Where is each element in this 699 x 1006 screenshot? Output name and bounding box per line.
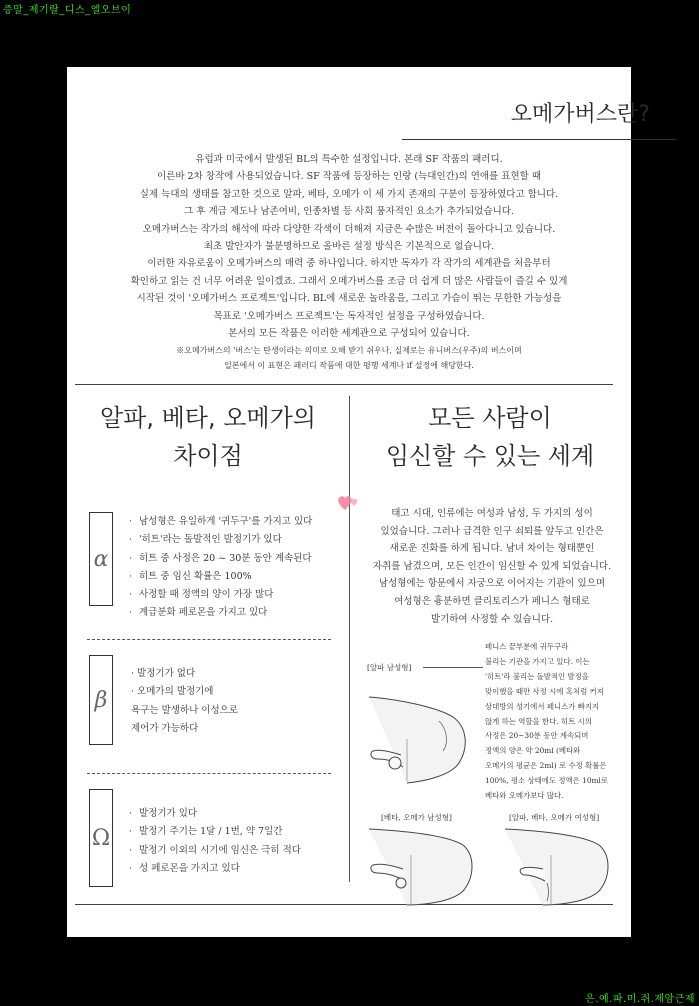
left-section-heading xyxy=(67,399,349,475)
watermark-top-left: 증말_제기랄_디스_엘오브이 xyxy=(3,5,132,16)
intro-line: 이러한 자유로움이 오메가버스의 매력 중 하나입니다. 하지만 독자가 각 작가의 세계관을 처음부터 xyxy=(147,258,551,270)
caption-leader-line xyxy=(423,667,483,668)
anatomy-description xyxy=(485,640,631,804)
intro-line: 목표로 '오메가버스 프로젝트'는 독자적인 설정을 구성하였습니다. xyxy=(213,310,485,322)
list-item: · 사정할 때 정액의 양이 가장 많다 xyxy=(129,586,344,604)
anatomy-line: 오메가의 평균은 2ml) 로 수정 확률은 xyxy=(485,761,607,771)
bullet: · xyxy=(129,862,133,874)
anatomy-line: 베타와 오메가보다 많다. xyxy=(485,791,564,801)
page-title: 오메가버스란? xyxy=(510,102,650,127)
bullet: · xyxy=(129,552,133,564)
intro-line: 이른바 2차 창작에 사용되었습니다. SF 작품에 등장하는 인랑 (늑대인간)의 연애를 표현할 때 xyxy=(157,171,541,183)
female-illustration xyxy=(503,825,615,907)
bullet: · xyxy=(129,589,133,601)
right-line: 여성형은 흉분하면 클리토리스가 페니스 형태로 xyxy=(394,595,590,607)
beta-trait-list xyxy=(131,665,346,738)
footnote xyxy=(87,343,611,373)
watermark-bottom-right: 은.예.파.미.쥐.제암근제 xyxy=(585,994,695,1005)
intro-line: 그 후 계급 제도나 남존여비, 인종차별 등 사회 풍자적인 요소가 추가되었습니다. xyxy=(184,206,514,218)
intro-line: 유럽과 미국에서 발생된 BL의 특수한 설정입니다. 본래 SF 작품의 패러디. xyxy=(195,154,503,165)
omega-symbol-box xyxy=(89,789,113,887)
divider-top xyxy=(75,384,613,385)
anatomy-line: 맞이했을 때만 사정 시에 혹처럼 커져 xyxy=(485,686,604,696)
intro-line: 본서의 모든 작품은 이러한 세계관으로 구성되어 있습니다. xyxy=(228,328,470,340)
anatomy-line: 사정은 20~30분 동안 계속되며 xyxy=(485,731,589,741)
list-item: · 계급분화 페로몬을 가지고 있다 xyxy=(129,604,344,622)
omega-trait-list xyxy=(129,805,344,878)
beta-symbol-box xyxy=(89,655,113,745)
right-line: 태고 시대, 인류에는 여성과 남성, 두 가지의 성이 xyxy=(391,508,593,519)
anatomy-line: 정액의 양은 약 20ml (베타와 xyxy=(485,746,581,756)
right-line: 발기하여 사정할 수 있습니다. xyxy=(430,613,554,625)
caption-all-female: [알파, 베타, 오메가 여성형] xyxy=(509,813,600,822)
alpha-trait-list xyxy=(129,513,344,623)
alpha-male-illustration xyxy=(367,677,477,787)
dashed-divider xyxy=(87,773,331,774)
list-item: · 성 페로몬을 가지고 있다 xyxy=(129,860,344,878)
list-item: · 발정기가 있다 xyxy=(129,805,344,823)
list-item: · 오메가의 발정기에 xyxy=(131,686,214,698)
list-item: · 발정기 이외의 시기에 임신은 극히 적다 xyxy=(129,842,344,860)
anatomy-line: 않게 하는 역할을 한다. 히트 시의 xyxy=(485,716,592,726)
list-item: · 발정기 주기는 1달 / 1번, 약 7일간 xyxy=(129,823,344,841)
bullet: · xyxy=(129,534,133,546)
dashed-divider xyxy=(87,639,331,640)
list-item: 제어가 가능하다 xyxy=(131,722,199,734)
bullet: · xyxy=(129,607,133,619)
anatomy-line: 페니스 끝부분에 귀두구라 xyxy=(485,642,569,651)
bullet: · xyxy=(129,844,133,856)
intro-paragraph xyxy=(87,151,611,342)
intro-line: 시작된 것이 '오메가버스 프로젝트'입니다. BL에 새로운 놀라움을, 그리고 가슴이 뛰는 무한한 가능성을 xyxy=(136,293,562,305)
right-line: 새로운 진화를 하게 됩니다. 남녀 차이는 형태뿐인 xyxy=(389,543,595,555)
list-item: · 히트 중 임신 확률은 100% xyxy=(129,568,344,586)
alpha-symbol-box xyxy=(89,512,113,606)
intro-line: 최초 발안자가 불분명하므로 올바른 설정 방식은 기본적으로 없습니다. xyxy=(203,241,495,253)
anatomy-line: 100%, 평소 상태에도 정액은 10ml로 xyxy=(485,776,609,786)
left-heading-line: 차이점 xyxy=(173,442,243,470)
title-underline xyxy=(402,95,676,140)
list-item: · 히트 중 사정은 20 ~ 30분 동안 계속된다 xyxy=(129,550,344,568)
bullet: · xyxy=(129,516,133,527)
intro-line: 확인하고 읽는 건 너무 어려운 일이겠죠. 그래서 오메가버스를 조금 더 쉽게 더 많은 사람들이 즐길 수 있게 xyxy=(130,275,568,287)
caption-alpha-male: [알파 남성형] xyxy=(367,663,412,672)
caption-beta-omega-male: [베타, 오메가 남성형] xyxy=(381,813,452,822)
alpha-symbol: α xyxy=(93,546,109,572)
footnote-line: ※오메가버스의 '버스'는 탄생이라는 의미로 오해 받기 쉬우나, 실제로는 유니버스(우주)의 버스이며 xyxy=(176,346,522,355)
anatomy-line: 불리는 기관을 가지고 있다. 이는 xyxy=(485,656,590,666)
right-heading-line: 모든 사람이 xyxy=(428,404,552,432)
right-heading-line: 임신할 수 있는 세계 xyxy=(385,442,595,470)
beta-symbol: β xyxy=(94,687,108,713)
list-item: 욕구는 발생하나 이성으로 xyxy=(131,704,238,716)
bullet: · xyxy=(129,570,133,582)
document-page xyxy=(67,67,650,937)
list-item: · '히트'라는 돌발적인 발정기가 있다 xyxy=(129,531,344,549)
bullet: · xyxy=(129,826,133,838)
intro-line: 오메가버스는 작가의 해석에 따라 다양한 각색이 더해져 지금은 수많은 버전이 돌아다니고 있습니다. xyxy=(142,223,556,235)
right-section-heading xyxy=(349,399,631,475)
anatomy-line: '히트'라 불리는 돌발적인 발정을 xyxy=(485,671,589,681)
list-item: · 발정기가 없다 xyxy=(131,668,196,679)
right-line: 있었습니다. 그러나 급격한 인구 쇠퇴를 앞두고 인간은 xyxy=(380,525,604,537)
left-heading-line: 알파, 베타, 오메가의 xyxy=(100,404,316,432)
right-line: 남성형에는 항문에서 자궁으로 이어지는 기관이 있으며 xyxy=(378,578,606,590)
intro-line: 실제 늑대의 생태를 참고한 것으로 알파, 베타, 오메가 이 세 가지 존재의 구분이 등장하였다고 합니다. xyxy=(139,188,559,200)
right-paragraph xyxy=(357,505,627,628)
right-line: 자취를 남겼으며, 모든 인간이 임신할 수 있게 되었습니다. xyxy=(372,560,612,572)
anatomy-line: 상대방의 성기에서 페니스가 빠지지 xyxy=(485,701,600,711)
list-item: · 남성형은 유일하게 '귀두구'를 가지고 있다 xyxy=(129,513,344,531)
footnote-line: 일본에서 이 표현은 패러디 작품에 대한 평행 세계나 if 설정에 해당한다. xyxy=(224,361,474,370)
bullet: · xyxy=(129,808,133,819)
beta-omega-male-illustration xyxy=(367,825,479,907)
omega-symbol: Ω xyxy=(91,825,111,851)
